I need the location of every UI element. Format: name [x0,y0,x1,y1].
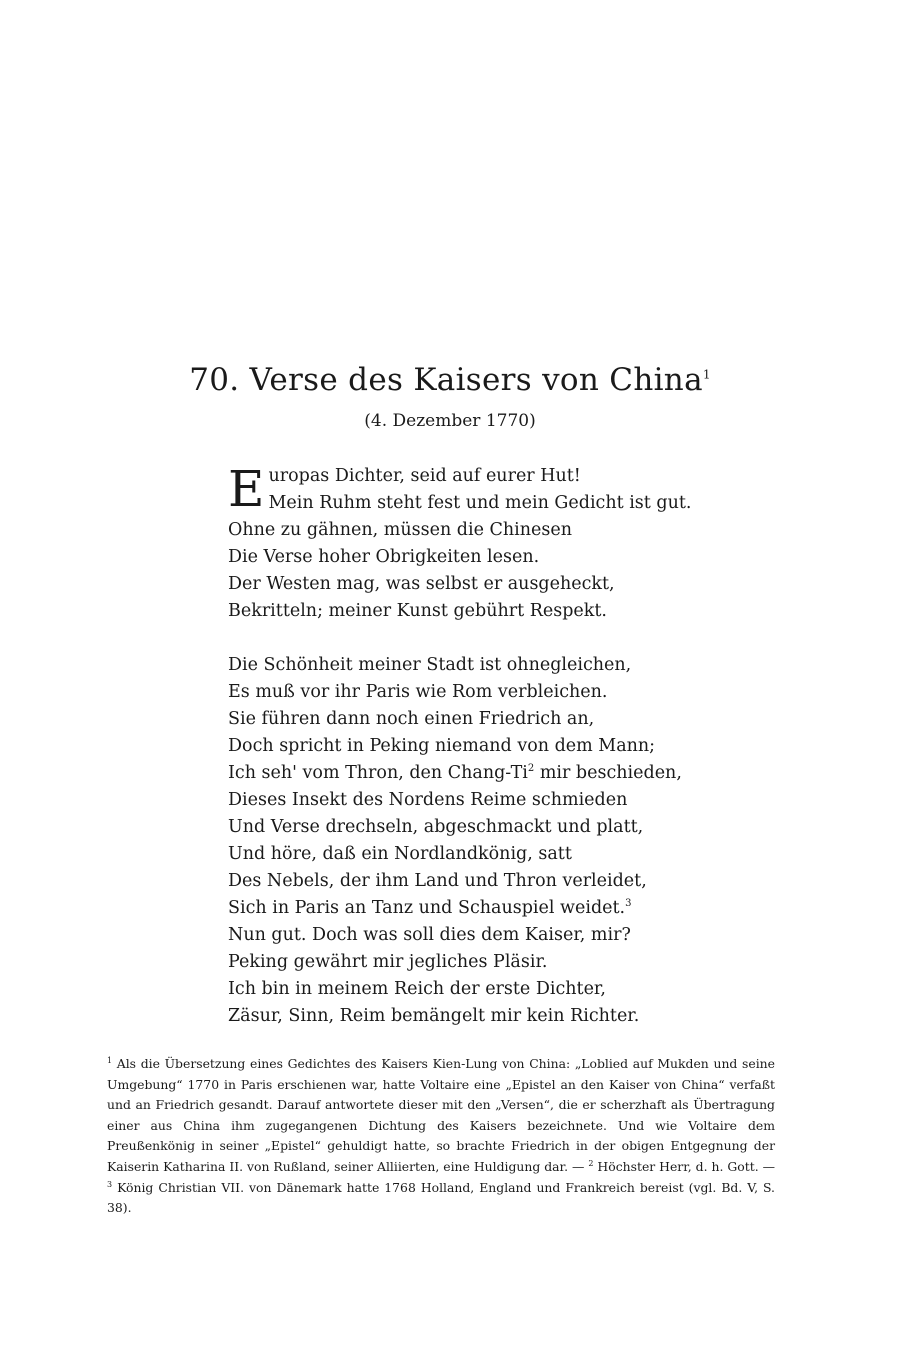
poem-line-18: Peking gewährt mir jegliches Pläsir. [228,952,548,972]
footnote-3-text: König Christian VII. von Dänemark hatte 1768 Holland, England und Frankreich bereist (vgl. Bd. V, S. 38). [107,1179,775,1216]
footnote-3-number: 3 [107,1179,113,1189]
title-text: 70. Verse des Kaisers von China [189,362,703,398]
poem-line-2: Mein Ruhm steht fest und mein Gedicht ist gut. [268,493,692,513]
poem-line-14: Und höre, daß ein Nordlandkönig, satt [228,844,572,864]
poem-line-10: Doch spricht in Peking niemand von dem Mann; [228,736,656,756]
poem [228,460,692,1030]
footnote-mark-3: 3 [625,898,632,910]
poem-line-4: Die Verse hoher Obrigkeiten lesen. [228,547,540,567]
footnote-1-text: Als die Übersetzung eines Gedichtes des Kaisers Kien-Lung von China: „Loblied auf Mukden und seine Umgebung“ 1770 in Paris erschienen war, hatte Voltaire eine „Epistel an den Kaiser von China“ verfaßt und an Friedrich gesandt. Darauf antwortete dieser mit den „Versen“, die er scherzhaft als Übertragung einer aus China ihm zugegangenen Dichtung des Kaisers bezeichnete. Und wie Voltaire dem Preußenkönig in seiner „Epistel“ gehuldigt hatte, so brachte Friedrich in der obigen Entgegnung der Kaiserin Katharina II. von Rußland, seiner Alliierten, eine Huldigung dar. — [107,1056,775,1174]
poem-line-16 [228,895,688,922]
poem-line-6: Bekritteln; meiner Kunst gebührt Respekt. [228,601,607,621]
poem-line-1-text: uropas Dichter, seid auf eurer Hut! [268,466,581,486]
poem-line-12: Dieses Insekt des Nordens Reime schmieden [228,790,628,810]
poem-line-19: Ich bin in meinem Reich der erste Dichter, [228,979,606,999]
poem-line-8: Es muß vor ihr Paris wie Rom verbleichen. [228,682,608,702]
poem-line-16-text: Sich in Paris an Tanz und Schauspiel weidet. [228,898,626,918]
poem-line-3: Ohne zu gähnen, müssen die Chinesen [228,520,573,540]
footnote-2-text: Höchster Herr, d. h. Gott. — [593,1158,775,1174]
poem-line-15: Des Nebels, der ihm Land und Thron verleidet, [228,871,647,891]
page-title [0,360,900,400]
poem-line-7: Die Schönheit meiner Stadt ist ohnegleichen, [228,655,632,675]
poem-line-5: Der Westen mag, was selbst er ausgeheckt, [228,574,615,594]
poem-line-17: Nun gut. Doch was soll dies dem Kaiser, mir? [228,925,631,945]
poem-line-11 [228,760,688,787]
drop-cap: E [228,460,265,518]
footnote-mark-2: 2 [527,763,535,775]
title-footnote-mark: 1 [702,367,711,382]
poem-line-11-b: mir beschieden, [534,763,682,783]
stanza-gap [228,625,688,652]
footnote-1-number: 1 [107,1055,113,1065]
date-subtitle: (4. Dezember 1770) [364,411,536,431]
footnotes [107,1054,775,1219]
footnote-2-number: 2 [588,1158,594,1168]
poem-line-11-a: Ich seh' vom Thron, den Chang-Ti [228,763,528,783]
poem-line-9: Sie führen dann noch einen Friedrich an, [228,709,595,729]
poem-line-13: Und Verse drechseln, abgeschmackt und platt, [228,817,644,837]
poem-line-20: Zäsur, Sinn, Reim bemängelt mir kein Richter. [228,1006,640,1026]
